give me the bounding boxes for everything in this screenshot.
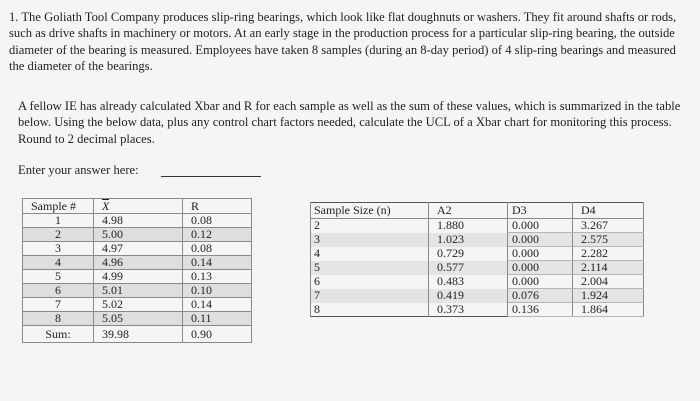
xbar-value: 4.97 xyxy=(94,242,183,256)
r-value: 0.14 xyxy=(183,256,252,270)
sample-size: 8 xyxy=(311,303,429,317)
table-row xyxy=(23,228,252,242)
table-row xyxy=(311,261,644,275)
r-value: 0.14 xyxy=(183,298,252,312)
xbar-value: 5.05 xyxy=(94,312,183,326)
table-row xyxy=(23,284,252,298)
r-value: 0.08 xyxy=(183,214,252,228)
table-row xyxy=(23,256,252,270)
sample-number: 6 xyxy=(23,284,94,298)
question-paragraph-2: A fellow IE has already calculated Xbar and R for each sample as well as the sum of these values, which is summarized in the table below. Using the below data, plus any control chart factors needed, calculate the UCL of a Xbar chart for monitoring this process. Round to 2 decimal places. xyxy=(18,99,681,146)
d4-factor: 1.864 xyxy=(573,303,644,317)
xbar-value: 4.98 xyxy=(94,214,183,228)
d3-factor: 0.000 xyxy=(508,261,573,275)
answer-input[interactable] xyxy=(161,176,261,177)
sample-size: 5 xyxy=(311,261,429,275)
table-row xyxy=(311,219,644,233)
sample-size: 4 xyxy=(311,247,429,261)
table-row xyxy=(23,270,252,284)
d4-factor: 2.004 xyxy=(573,275,644,289)
d3-factor: 0.000 xyxy=(508,275,573,289)
a2-factor: 0.729 xyxy=(429,247,508,261)
r-value: 0.10 xyxy=(183,284,252,298)
xbar-value: 4.99 xyxy=(94,270,183,284)
r-value: 0.13 xyxy=(183,270,252,284)
sum-label: Sum: xyxy=(23,326,94,343)
xbar-value: 4.96 xyxy=(94,256,183,270)
d4-factor: 2.575 xyxy=(573,233,644,247)
table-row xyxy=(23,214,252,228)
r-value: 0.08 xyxy=(183,242,252,256)
a2-factor: 1.880 xyxy=(429,219,508,233)
sample-number: 5 xyxy=(23,270,94,284)
sum-row xyxy=(23,326,252,343)
table-row xyxy=(23,298,252,312)
a2-factor: 0.373 xyxy=(429,303,508,317)
sample-size: 7 xyxy=(311,289,429,303)
sum-r-value: 0.90 xyxy=(183,326,252,343)
sample-number: 3 xyxy=(23,242,94,256)
header-sample-number: Sample # xyxy=(23,199,94,214)
d3-factor: 0.000 xyxy=(508,219,573,233)
sample-number: 4 xyxy=(23,256,94,270)
d3-factor: 0.136 xyxy=(508,303,573,317)
table-row xyxy=(23,312,252,326)
header-d3: D3 xyxy=(508,203,573,219)
sample-number: 1 xyxy=(23,214,94,228)
d3-factor: 0.076 xyxy=(508,289,573,303)
a2-factor: 0.577 xyxy=(429,261,508,275)
sample-number: 2 xyxy=(23,228,94,242)
d4-factor: 1.924 xyxy=(573,289,644,303)
table-row xyxy=(311,303,644,317)
control-chart-factors-table xyxy=(310,202,644,317)
sample-number: 7 xyxy=(23,298,94,312)
header-d4: D4 xyxy=(573,203,644,219)
header-xbar: X xyxy=(94,199,183,214)
r-value: 0.11 xyxy=(183,312,252,326)
d4-factor: 2.114 xyxy=(573,261,644,275)
xbar-value: 5.00 xyxy=(94,228,183,242)
d3-factor: 0.000 xyxy=(508,247,573,261)
r-value: 0.12 xyxy=(183,228,252,242)
a2-factor: 0.483 xyxy=(429,275,508,289)
a2-factor: 0.419 xyxy=(429,289,508,303)
sample-size: 6 xyxy=(311,275,429,289)
d4-factor: 2.282 xyxy=(573,247,644,261)
table-row xyxy=(311,233,644,247)
sample-table xyxy=(22,198,252,343)
header-r: R xyxy=(183,199,252,214)
d3-factor: 0.000 xyxy=(508,233,573,247)
question-paragraph-1: 1. The Goliath Tool Company produces slip-ring bearings, which look like flat doughnuts or washers. They fit around shafts or rods, such as drive shafts in machinery or motors. At an early stage in the production process for a particular slip-ring bearing, the outside diameter of the bearing is measured. Employees have taken‌ 8 samples (during an 8-day period) of 4 slip-ring bearings and measured the diameter of the bearings. xyxy=(9,10,677,74)
header-sample-size: Sample Size (n) xyxy=(311,203,429,219)
xbar-value: 5.01 xyxy=(94,284,183,298)
sample-table-header xyxy=(23,199,252,214)
a2-factor: 1.023 xyxy=(429,233,508,247)
answer-prompt: Enter your answer here: xyxy=(18,163,139,177)
sample-number: 8 xyxy=(23,312,94,326)
table-row xyxy=(311,247,644,261)
sample-size: 2 xyxy=(311,219,429,233)
sum-xbar-value: 39.98 xyxy=(94,326,183,343)
table-row xyxy=(311,289,644,303)
d4-factor: 3.267 xyxy=(573,219,644,233)
table-row xyxy=(311,275,644,289)
header-a2: A2 xyxy=(429,203,508,219)
sample-size: 3 xyxy=(311,233,429,247)
table-row xyxy=(23,242,252,256)
factors-table-header xyxy=(311,203,644,219)
xbar-value: 5.02 xyxy=(94,298,183,312)
